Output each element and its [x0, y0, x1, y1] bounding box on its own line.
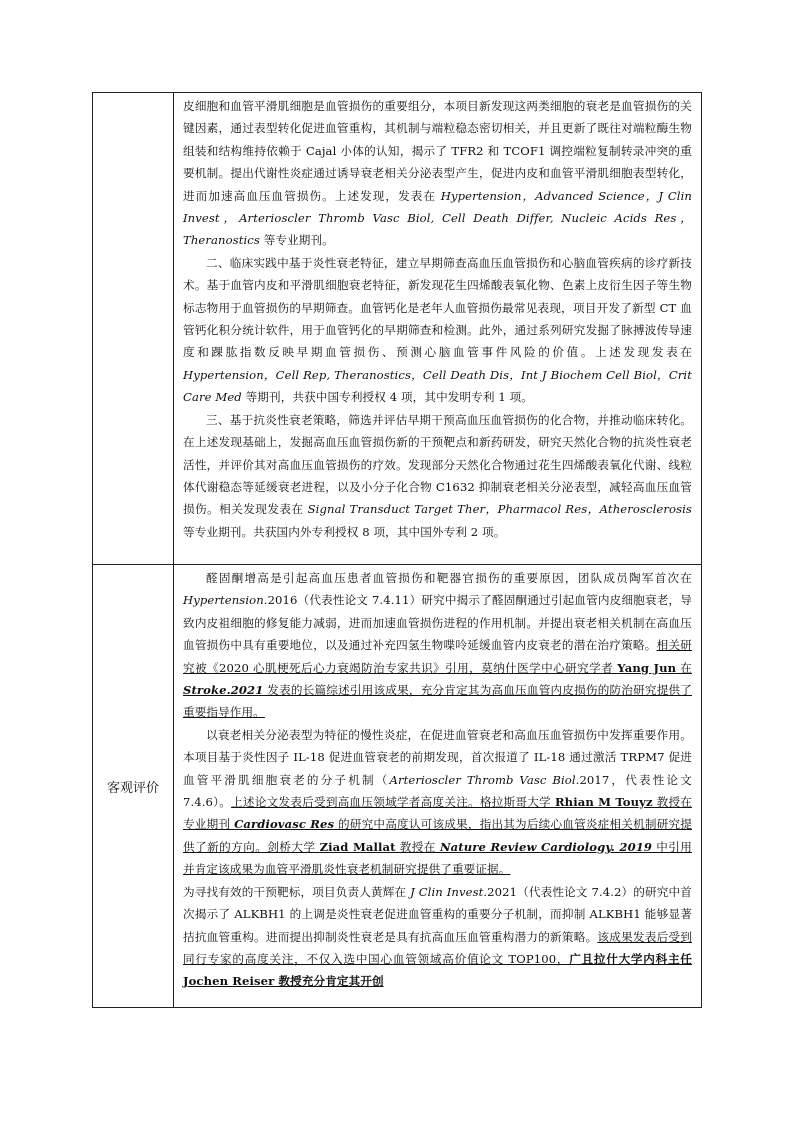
table-row: [93, 565, 702, 1008]
paragraph-eval-2: 以衰老相关分泌表型为特征的慢性炎症，在促进血管衰老和高血压血管损伤中发挥重要作用。本项目基于炎性因子 IL-18 促进血管衰老的前期发现，首次报道了 IL-18 通过激活 TRPM7 促进血管平滑肌细胞衰老的分子机制（Arterioscler Thromb Vasc Biol.2017，代表性论文 7.4.6）。上述论文发表后受到高血压领域学者高度关注。格拉斯哥大学 Rhian M Touyz 教授在专业期刊 Cardiovasc Res 的研究中高度认可该成果，指出其为后续心血管炎症相关机制研究提供了新的方向。剑桥大学 Ziad Mallat 教授在 Nature Review Cardiology. 2019 中引用并肯定该成果为血管平滑肌炎性衰老机制研究提供了重要证据。: [183, 727, 692, 877]
paragraph-findings-1: 皮细胞和血管平滑肌细胞是血管损伤的重要组分，本项目新发现这两类细胞的衰老是血管损伤的关键因素，通过表型转化促进血管重构，其机制与端粒稳态密切相关，并且更新了既往对端粒酶生物组装和结构维持依赖于 Cajal 小体的认知，揭示了 TFR2 和 TCOF1 调控端粒复制转录冲突的重要机制。提出代谢性炎症通过诱导衰老相关分泌表型产生，促进内皮和血管平滑肌细胞表型转化，进而加速高血压血管损伤。上述发现，发表在 Hypertension，Advanced Science，J Clin Invest，Arterioscler Thromb Vasc Biol, Cell Death Differ, Nucleic Acids Res，Theranostics 等专业期刊。: [183, 99, 692, 248]
journal-list: Hypertension，Cell Rep, Theranostics，Cell Death Dis，Int J Biochem Cell Biol，Crit Care Med: [183, 367, 692, 405]
journal-list: Hypertension，Advanced Science，J Clin Invest，Arterioscler Thromb Vasc Biol, Cell Death Differ, Nucleic Acids Res，Theranostics: [183, 188, 692, 248]
underlined-citation: 相关研究被《2020 心肌梗死后心力衰竭防治专家共识》引用，莫纳什医学中心研究学者 Yang Jun 在 Stroke.2021 发表的长篇综述引用该成果，充分肯定其为高血压血管内皮损伤的防治研究提供了重要指导作用。: [183, 638, 692, 720]
label-cell-empty: [93, 93, 174, 565]
section-label: 客观评价: [93, 565, 174, 1008]
paragraph-eval-1: 醛固酮增高是引起高血压患者血管损伤和靶器官损伤的重要原因，团队成员陶军首次在 Hypertension.2016（代表性论文 7.4.11）研究中揭示了醛固酮通过引起血管内皮细胞衰老，导致内皮祖细胞的修复能力减弱，进而加速血管损伤进程的作用机制。并提出衰老相关机制在高血压血管损伤中具有重要地位，以及通过补充四氢生物喋呤延缓血管内皮衰老的潜在治疗策略。相关研究被《2020 心肌梗死后心力衰竭防治专家共识》引用，莫纳什医学中心研究学者 Yang Jun 在 Stroke.2021 发表的长篇综述引用该成果，充分肯定其为高血压血管内皮损伤的防治研究提供了重要指导作用。: [183, 571, 692, 720]
journal-list: Signal Transduct Target Ther，Pharmacol Res，Atherosclerosis: [307, 502, 692, 517]
table-row: [93, 93, 702, 565]
paragraph-eval-3: 为寻找有效的干预靶标，项目负责人黄辉在 J Clin Invest.2021（代表性论文 7.4.2）的研究中首次揭示了 ALKBH1 的上调是炎性衰老促进血管重构的重要分子机制，而抑制 ALKBH1 能够显著拮抗血管重构。进而提出抑制炎性衰老是具有抗高血压血管重构潜力的新策略。该成果发表后受到同行专家的高度关注，不仅入选中国心血管领域高价值论文 TOP100，广且拉什大学内科主任 Jochen Reiser 教授充分肯定其开创: [183, 884, 692, 989]
paragraph-findings-2: 二、临床实践中基于炎性衰老特征，建立早期筛查高血压血管损伤和心脑血管疾病的诊疗新技术。基于血管内皮和平滑肌细胞衰老特征，新发现花生四烯酸表氧化物、色素上皮衍生因子等生物标志物用于血管损伤的早期筛查。血管钙化是老年人血管损伤最常见表现，项目开发了新型 CT 血管钙化积分统计软件，用于血管钙化的早期筛查和检测。此外，通过系列研究发掘了脉搏波传导速度和踝肱指数反映早期血管损伤、预测心脑血管事件风险的价值。上述发现发表在 Hypertension，Cell Rep, Theranostics，Cell Death Dis，Int J Biochem Cell Biol，Crit Care Med 等期刊，共获中国专利授权 4 项，其中发明专利 1 项。: [183, 255, 692, 405]
findings-cell: [174, 93, 702, 565]
underlined-citation: 该成果发表后受到同行专家的高度关注，不仅入选中国心血管领域高价值论文 TOP100，广且拉什大学内科主任 Jochen Reiser 教授充分肯定其开创: [183, 929, 692, 989]
paragraph-findings-3: 三、基于抗炎性衰老策略，筛选并评估早期干预高血压血管损伤的化合物，并推动临床转化。在上述发现基础上，发掘高血压血管损伤新的干预靶点和新药研发，研究天然化合物的抗炎性衰老活性，并评价其对高血压血管损伤的疗效。发现部分天然化合物通过花生四烯酸表氧化代谢、线粒体代谢稳态等延缓衰老进程，以及小分子化合物 C1632 抑制衰老相关分泌表型，减轻高血压血管损伤。相关发现发表在 Signal Transduct Target Ther，Pharmacol Res，Atherosclerosis 等专业期刊。共获国内外专利授权 8 项，其中国外专利 2 项。: [183, 412, 692, 539]
underlined-citation: 上述论文发表后受到高血压领域学者高度关注。格拉斯哥大学 Rhian M Touyz 教授在专业期刊 Cardiovasc Res 的研究中高度认可该成果，指出其为后续心血管炎症相关机制研究提供了新的方向。剑桥大学 Ziad Mallat 教授在 Nature Review Cardiology. 2019 中引用并肯定该成果为血管平滑肌炎性衰老机制研究提供了重要证据。: [183, 795, 692, 877]
evaluation-table: [92, 92, 702, 1008]
evaluation-cell: [174, 565, 702, 1008]
